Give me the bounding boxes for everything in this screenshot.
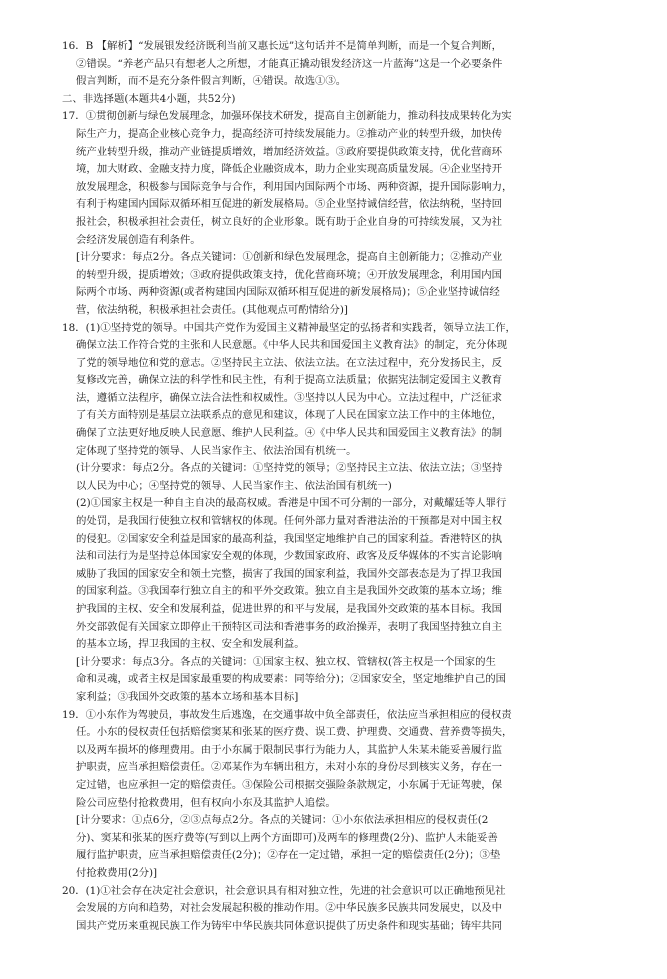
q18-part2-line: 的处罚，是我国行使独立权和管辖权的体现。任何外部力量对香港法治的干预都是对中国主权 [76,515,503,528]
q17-line: 境，加大财政、金融支持力度，降低企业融资成本，助力企业实现高质量发展。④企业坚持开 [76,163,503,176]
section-heading: 二、非选择题(本题共4小题，共52分) [62,92,236,105]
q19-line: 19．①小东作为驾驶员，事故发生后逃逸，在交通事故中负全部责任，依法应当承担相应的侵权责 [62,708,512,721]
q18-grading2-line: [计分要求：每点3分。各点的关键词：①国家主权、独立权、管辖权(答主权是一个国家的生 [76,655,496,668]
q19-grading-line: 付抢救费用(2分)] [76,866,158,879]
q17-line: 际生产力，提高企业核心竞争力，提高经济可持续发展能力。②推动产业的转型升级，加快传 [76,127,503,140]
q18-part2-line: 法和司法行为是坚持总体国家安全观的体现，少数国家政府、政客及反华媒体的不实言论影响 [76,550,503,563]
q19-line: 定过错，也应承担一定的赔偿责任。③保险公司根据交强险条款规定，小东属于无证驾驶，保 [76,778,503,791]
q17-line: 会经济发展创造有利条件。 [76,233,201,246]
q18-part1-line: 18．(1)①坚持党的领导。中国共产党作为爱国主义精神最坚定的弘扬者和实践者，领导立法工作， [62,321,516,334]
q19-line: 任。小东的侵权责任包括赔偿窦某和张某的医疗费、误工费、护理费、交通费、营养费等损失， [76,726,513,739]
q20-line: 国共产党历来重视民族工作为铸牢中华民族共同体意识提供了历史条件和现实基础；铸牢共同 [76,919,503,932]
q18-part1-line: 定体现了坚持党的领导、人民当家作主、依法治国有机统一。 [76,444,357,457]
q20-line: 20．(1)①社会存在决定社会意识，社会意识具有相对独立性，先进的社会意识可以正确地预见社 [62,884,506,897]
q17-grading-line: [计分要求：每点2分。各点关键词：①创新和绿色发展理念，提高自主创新能力；②推动产业 [76,251,503,264]
q18-part2-line: 护我国的主权、安全和发展利益，促进世界的和平与发展，是我国外交政策的基本目标。我国 [76,603,503,615]
q18-part1-line: 确保立法工作符合党的主张和人民意愿。《中华人民共和国爱国主义教育法》的制定，充分体现 [76,339,508,352]
q18-part2-line: (2)①国家主权是一种自主自决的最高权威。香港是中国不可分割的一部分，对戴耀廷等人罪行 [76,497,507,510]
q18-grading1-line: (计分要求：每点2分。各点的关键词：①坚持党的领导；②坚持民主立法、依法立法；③坚持 [76,462,503,475]
q19-line: 护职责，应当承担赔偿责任。②邓某作为车辆出租方，未对小东的身份尽到核实义务，存在一 [76,761,503,774]
q18-part1-line: 了党的领导地位和党的意志。②坚持民主立法、依法立法。在立法过程中，充分发扬民主，反 [76,356,503,369]
q16-line-2: ②错误。“养老产品只有想老人之所想，才能真正撬动银发经济这一片蓝海”这是一个必要条件 [76,57,503,70]
q18-part2-line: 的侵犯。②国家安全利益是国家的最高利益，我国坚定地维护自己的国家利益。香港特区的执 [76,532,503,545]
q17-line: 统产业转型升级，推动产业链提质增效，增加经济效益。③政府要提供政策支持，优化营商环 [76,145,503,158]
q18-grading1-line: 以人民为中心；④坚持党的领导、人民当家作主、依法治国有机统一) [76,479,392,492]
q18-part2-line: 的国家利益。③我国奉行独立自主的和平外交政策。独立自主是我国外交政策的基本立场；维 [76,585,503,598]
q17-line: 有利于构建国内国际双循环相互促进的新发展格局。⑤企业坚持诚信经营，依法纳税，坚持回 [76,198,503,211]
q18-part1-line: 复修改完善，确保立法的科学性和民主性，有利于提高立法质量；依据宪法制定爱国主义教育 [76,374,503,387]
q17-grading-line: 的转型升级，提质增效；③政府提供政策支持，优化营商环境；④开放发展理念，利用国内国 [76,268,503,281]
q17-line: 放发展理念，积极参与国际竞争与合作，利用国内国际两个市场、两种资源，提升国际影响力， [76,180,513,193]
q18-part1-line: 确保了立法更好地反映人民意愿、维护人民利益。④《中华人民共和国爱国主义教育法》的制 [76,427,503,440]
q19-line: 险公司应垫付抢救费用，但有权向小东及其监护人追偿。 [76,796,336,809]
q20-line: 会发展的方向和趋势，对社会发展起积极的推动作用。②中华民族多民族共同发展史，以及中 [76,902,503,915]
question-20 [62,883,615,936]
q18-grading2-line: 命和灵魂，或者主权是国家最重要的构成要素：同等给分)；②国家安全，坚定地维护自己的国 [76,673,507,686]
q18-grading2-line: 家利益；③我国外交政策的基本立场和基本目标] [76,690,299,703]
q19-grading-line: 履行监护职责，应当承担赔偿责任(2分)；②存在一定过错，承担一定的赔偿责任(2分)；③垫 [76,849,501,862]
question-17 [62,108,615,319]
q17-line: 17．①贯彻创新与绿色发展理念，加强环保技术研发，提高自主创新能力，推动科技成果转化为实 [62,110,512,123]
q18-part2-line: 威胁了我国的国家安全和领土完整，损害了我国的国家利益，我国外交部表态是为了捍卫我国 [76,567,503,580]
q16-line-1: 16．B 【解析】“发展银发经济既利当前又惠长远”这句话并不是简单判断，而是一个复合判断， [62,40,503,52]
q18-part2-line: 外交部敦促有关国家立即停止干预特区司法和香港事务的政治操弄，表明了我国坚持独立自主 [76,620,503,633]
q18-part2-line: 的基本立场，捍卫我国的主权、安全和发展利益。 [76,638,305,651]
q18-part1-line: 了有关方面特别是基层立法联系点的意见和建议，体现了人民在国家立法工作中的主体地位， [76,409,503,422]
q19-grading-line: 分)、窦某和张某的医疗费等(写到以上两个方面即可)及两车的修理费(2分)、监护人未能妥善 [76,831,498,844]
q17-grading-line: 际两个市场、两种资源(或者构建国内国际双循环相互促进的新发展格局)；⑤企业坚持诚信经 [76,286,500,299]
q17-line: 报社会，积极承担社会责任，树立良好的企业形象。既有助于企业自身的可持续发展，又为社 [76,215,503,228]
q16-line-3: 假言判断，而不是充分条件假言判断，④错误。故选①③。 [76,75,347,88]
question-19 [62,707,615,883]
q19-grading-line: [计分要求：①点6分，②③点每点2分。各点的关键词：①小东依法承担相应的侵权责任(2 [76,814,489,827]
q18-part1-line: 法，遵循立法程序，确保立法合法性和权威性。③坚持以人民为中心。立法过程中，广泛征求 [76,391,503,404]
q19-line: 以及两车损坏的修理费用。由于小东属于限制民事行为能力人，其监护人朱某未能妥善履行监 [76,743,503,756]
question-16 [62,38,615,91]
q17-grading-line: 营，依法纳税，积极承担社会责任。(其他观点可酌情给分)] [76,303,348,316]
question-18 [62,320,615,707]
